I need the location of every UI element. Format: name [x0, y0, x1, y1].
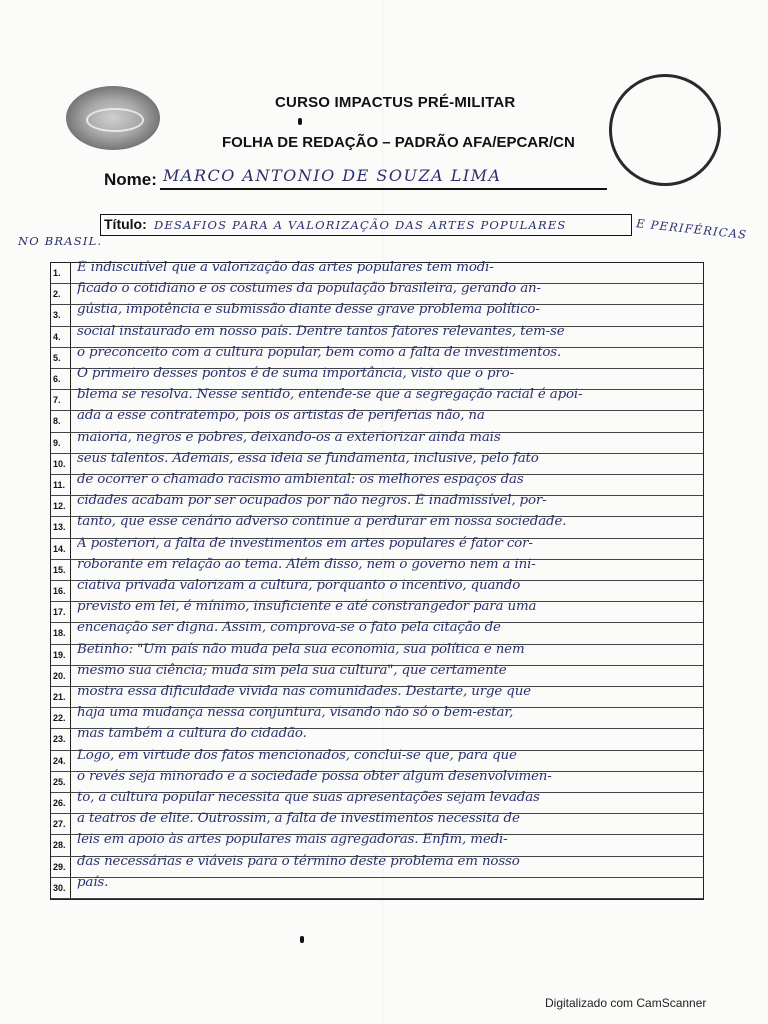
line-number: 9. [51, 433, 71, 453]
handwritten-text: encenação ser digna. Assim, comprova-se o fato pela citação de [77, 620, 501, 636]
scanner-watermark: Digitalizado com CamScanner [545, 996, 707, 1010]
handwritten-text: o revés seja minorado e a sociedade possa obter algum desenvolvimen- [77, 768, 552, 784]
handwritten-text: É indiscutível que a valorização das artes populares tem modi- [77, 260, 494, 275]
handwritten-text: ficado o cotidiano e os costumes da população brasileira, gerando an- [77, 281, 541, 297]
handwritten-text: a teatros de elite. Outrossim, a falta de investimentos necessita de [77, 811, 520, 827]
essay-title-label: Título: [104, 216, 147, 232]
course-title: CURSO IMPACTUS PRÉ-MILITAR [275, 94, 516, 111]
line-number: 10. [51, 454, 71, 474]
line-number: 18. [51, 623, 71, 643]
ink-dot [298, 118, 302, 125]
line-number: 7. [51, 390, 71, 410]
line-number: 15. [51, 560, 71, 580]
line-number: 4. [51, 327, 71, 347]
handwritten-text: seus talentos. Ademais, essa ideia se fundamenta, inclusive, pelo fato [77, 450, 539, 466]
handwritten-text: roborante em relação ao tema. Além disso, nem o governo nem a ini- [77, 556, 536, 572]
sheet-subtitle: FOLHA DE REDAÇÃO – PADRÃO AFA/EPCAR/CN [222, 134, 575, 151]
handwritten-text: haja uma mudança nessa conjuntura, visando não só o bem-estar, [77, 705, 514, 721]
handwritten-text: blema se resolva. Nesse sentido, entende-se que a segregação racial é apoi- [77, 387, 583, 403]
line-number: 21. [51, 687, 71, 707]
handwritten-text: O primeiro desses pontos é de suma importância, visto que o pro- [77, 366, 514, 381]
name-underline [160, 188, 607, 190]
grade-circle [609, 74, 721, 186]
handwritten-text: mostra essa dificuldade vivida nas comunidades. Destarte, urge que [77, 684, 531, 699]
line-number: 2. [51, 284, 71, 304]
handwritten-text: Logo, em virtude dos fatos mencionados, conclui-se que, para que [77, 747, 517, 763]
handwritten-text: maioria, negros e pobres, deixando-os a exteriorizar ainda mais [77, 429, 501, 445]
handwritten-text: tanto, que esse cenário adverso continue a perdurar em nossa sociedade. [77, 514, 567, 530]
line-number: 19. [51, 645, 71, 665]
handwritten-text: leis em apoio às artes populares mais agregadoras. Enfim, medi- [77, 832, 508, 848]
line-number: 8. [51, 411, 71, 431]
name-label: Nome: [104, 170, 157, 189]
essay-lines [50, 262, 704, 900]
essay-line [51, 874, 703, 899]
handwritten-text: ada a esse contratempo, pois os artistas de periferias não, na [77, 408, 485, 424]
line-number: 29. [51, 857, 71, 877]
essay-title-continuation-2: NO BRASIL. [18, 234, 103, 248]
handwritten-text: A posteriori, a falta de investimentos em artes populares é fator cor- [77, 535, 533, 551]
line-number: 30. [51, 878, 71, 898]
handwritten-text: gústia, impotência e submissão diante desse grave problema político- [77, 302, 540, 318]
handwritten-text: o preconceito com a cultura popular, bem como a falta de investimentos. [77, 344, 562, 360]
line-number: 13. [51, 517, 71, 537]
handwritten-text: to, a cultura popular necessita que suas apresentações sejam levadas [77, 790, 540, 805]
line-number: 24. [51, 751, 71, 771]
handwritten-text: mesmo sua ciência; muda sim pela sua cultura", que certamente [77, 662, 507, 678]
handwritten-text: cidades acabam por ser ocupados por não negros. É inadmissível, por- [77, 493, 547, 509]
line-number: 1. [51, 263, 71, 283]
line-number: 14. [51, 539, 71, 559]
course-logo [66, 86, 160, 150]
handwritten-text: mas também a cultura do cidadão. [77, 726, 307, 742]
line-number: 6. [51, 369, 71, 389]
student-name: MARCO ANTONIO DE SOUZA LIMA [163, 166, 502, 185]
line-number: 3. [51, 305, 71, 325]
handwritten-text: Betinho: "Um país não muda pela sua economia, sua política e nem [77, 641, 525, 657]
line-number: 5. [51, 348, 71, 368]
line-number: 23. [51, 729, 71, 749]
line-number: 12. [51, 496, 71, 516]
line-number: 11. [51, 475, 71, 495]
handwritten-text: das necessárias e viáveis para o término deste problema em nosso [77, 853, 520, 869]
line-number: 25. [51, 772, 71, 792]
handwritten-text: previsto em lei, é mínimo, insuficiente e até constrangedor para uma [77, 599, 537, 615]
handwritten-text: social instaurado em nosso país. Dentre tantos fatores relevantes, tem-se [77, 323, 565, 339]
ink-dot [300, 936, 304, 943]
line-number: 17. [51, 602, 71, 622]
essay-title-value: DESAFIOS PARA A VALORIZAÇÃO DAS ARTES POPULARES [154, 218, 567, 232]
line-number: 16. [51, 581, 71, 601]
line-number: 26. [51, 793, 71, 813]
line-number: 27. [51, 814, 71, 834]
line-number: 22. [51, 708, 71, 728]
line-number: 20. [51, 666, 71, 686]
handwritten-text: de ocorrer o chamado racismo ambiental: os melhores espaços das [77, 472, 524, 487]
essay-title-continuation: E PERIFÉRICAS [635, 216, 748, 242]
handwritten-text: ciativa privada valorizam a cultura, porquanto o incentivo, quando [77, 578, 521, 593]
line-number: 28. [51, 835, 71, 855]
handwritten-text: país. [77, 874, 109, 890]
